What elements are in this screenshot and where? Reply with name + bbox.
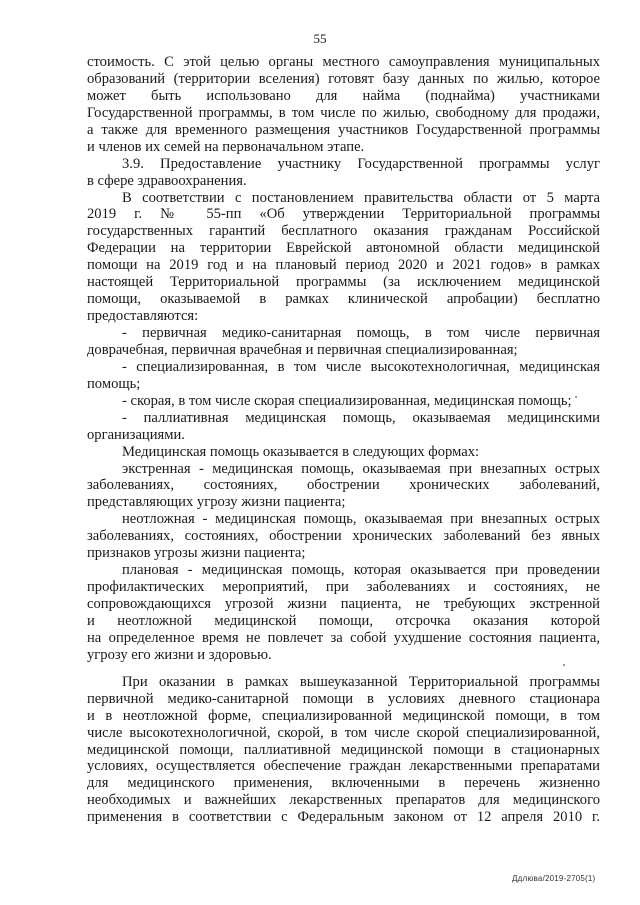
text-line: условиях, осуществляется обеспечение граждан лекарственными препаратами — [87, 758, 600, 775]
text-line: организациями. — [87, 426, 185, 443]
text-line: Федерации на территории Еврейской автономной области медицинской — [87, 240, 600, 257]
scan-speck — [563, 664, 565, 666]
footer-document-code: Ддлюва/2019-2705(1) — [512, 874, 596, 883]
page-number: 55 — [313, 31, 327, 46]
paragraph-gap — [87, 664, 600, 674]
text-line: необходимых и важнейших лекарственных препаратов для медицинского — [87, 792, 600, 809]
text-line: числе высокотехнологичной, скорой, в том числе скорой специализированной, — [87, 724, 600, 741]
text-line: первичной медико-санитарной помощи в условиях дневного стационара — [87, 690, 600, 707]
text-line: - первичная медико-санитарная помощь, в том числе первичная — [122, 325, 600, 341]
text-line: и членов их семей на первоначальном этапе. — [87, 138, 365, 155]
text-line: в сфере здравоохранения. — [87, 172, 247, 189]
scan-speck — [575, 396, 577, 398]
text-line: помощь; — [87, 375, 141, 392]
text-line: Медицинская помощь оказывается в следующих формах: — [122, 443, 480, 460]
text-line: и неотложной медицинской помощи, отсрочка оказания которой — [87, 612, 600, 629]
text-line: сопровождающихся угрозой жизни пациента, не требующих экстренной — [87, 596, 600, 612]
text-line: признаков угрозы жизни пациента; — [87, 545, 306, 562]
text-line: - специализированная, в том числе высокотехнологичная, медицинская — [122, 358, 600, 375]
text-line: заболеваниях, состояниях, обострении хронических заболеваний без явных — [87, 528, 600, 545]
text-line: - скорая, в том числе скорая специализированная, медицинская помощь; — [122, 392, 572, 409]
text-line: При оказании в рамках вышеуказанной Территориальной программы — [122, 673, 600, 690]
text-line: для медицинского применения, включенными в перечень жизненно — [87, 775, 600, 792]
text-line: В соответствии с постановлением правительства области от 5 марта — [122, 189, 600, 206]
text-line: представляющих угрозу жизни пациента; — [87, 494, 346, 511]
text-line: помощи на 2019 год и на плановый период 2020 и 2021 годов» в рамках — [87, 257, 600, 274]
text-line: а также для временного размещения участников Государственной программы — [87, 121, 600, 138]
text-line: неотложная - медицинская помощь, оказываемая при внезапных острых — [122, 511, 600, 528]
text-line: доврачебная, первичная врачебная и первичная специализированная; — [87, 341, 518, 358]
text-line: заболеваниях, состояниях, обострении хронических заболеваний, — [87, 477, 600, 494]
text-line: помощи, оказываемой в рамках клинической апробации) бесплатно — [87, 291, 600, 308]
text-line: может быть использовано для найма (поднайма) участниками — [87, 87, 600, 104]
text-line: образований (территории вселения) готовят базу данных по жилью, которое — [87, 70, 600, 87]
text-line: 2019 г. № 55-пп «Об утверждении Территориальной программы — [87, 206, 600, 223]
text-line: плановая - медицинская помощь, которая оказывается при проведении — [122, 562, 600, 579]
text-line: медицинской помощи, паллиативной медицинской помощи в стационарных — [87, 741, 600, 758]
text-line: применения в соответствии с Федеральным законом от 12 апреля 2010 г. — [87, 809, 600, 826]
text-line: стоимость. С этой целью органы местного самоуправления муниципальных — [87, 54, 600, 70]
text-line: предоставляются: — [87, 308, 199, 325]
text-line: экстренная - медицинская помощь, оказываемая при внезапных острых — [122, 460, 600, 477]
text-line: настоящей Территориальной программы (за исключением медицинской — [87, 274, 600, 291]
text-line: 3.9. Предоставление участнику Государственной программы услуг — [122, 155, 600, 172]
text-line: Государственной программы, в том числе по жилью, свободному для продажи, — [87, 104, 600, 121]
text-line: угрозу его жизни и здоровью. — [87, 646, 272, 663]
text-line: на определенное время не повлечет за собой ухудшение состояния пациента, — [87, 629, 600, 646]
text-line: и в неотложной форме, специализированной медицинской помощи, в том — [87, 707, 600, 724]
body-text — [87, 54, 600, 826]
text-line: - паллиативная медицинская помощь, оказываемая медицинскими — [122, 409, 600, 426]
text-line: государственных гарантий бесплатного оказания гражданам Российской — [87, 223, 600, 240]
text-line: профилактических мероприятий, при заболеваниях и состояниях, не — [87, 579, 600, 596]
